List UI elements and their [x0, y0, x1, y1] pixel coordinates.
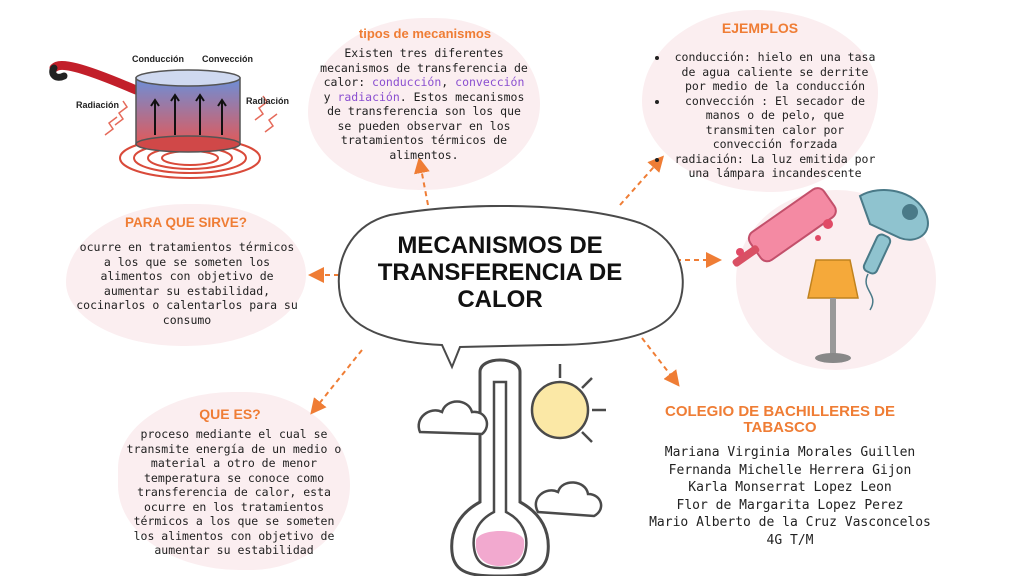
- pot-label-radiacion-right: Radiación: [246, 96, 290, 106]
- ejemplo-item: • radiación: La luz emitida por una lámpara incandescente: [669, 152, 881, 181]
- student-name: Flor de Margarita Lopez Perez: [676, 497, 904, 513]
- student-name: Karla Monserrat Lopez Leon: [688, 480, 892, 495]
- ejemplo-item: • convección : El secador de manos o de pelo, que transmiten calor por convección forzada: [669, 94, 881, 152]
- para-que-text: ocurre en tratamientos térmicos a los que se someten los alimentos con objetivo de aumentar su estabilidad, cocinarlos o calentarlos para su consumo: [76, 240, 298, 327]
- ejemplo-item: • conducción: hielo en una tasa de agua caliente se derrite por medio de la conducción: [669, 50, 881, 94]
- examples-illustration: [720, 180, 960, 370]
- ejemplos-list: [655, 50, 881, 181]
- ejemplos-heading: EJEMPLOS: [721, 20, 799, 36]
- que-es-text: proceso mediante el cual se transmite energía de un medio o material a otro de menor temperatura se conoce como transferencia de calor, esta ocurre en los tratamientos térmicos a los que se someten los alimentos con objetivo de aumentar su estabilidad: [126, 427, 342, 557]
- tipos-text: Existen tres diferentes mecanismos de transferencia de calor: conducción, convección y radiación. Estos mecanismos de transferencia son los que se pueden observar en los tratamientos térmicos de alimentos.: [320, 46, 528, 162]
- colegio-heading: COLEGIO DE BACHILLERES DE TABASCO: [664, 403, 896, 436]
- thermometer-illustration: [410, 352, 630, 576]
- student-name: Mario Alberto de la Cruz Vasconcelos: [649, 515, 931, 530]
- pot-label-radiacion-left: Radiación: [76, 100, 120, 110]
- student-name: Mariana Virginia Morales Guillen: [664, 445, 916, 460]
- pot-label-conveccion: Convección: [202, 54, 254, 64]
- student-name: Fernanda Michelle Herrera Gijon: [668, 462, 912, 478]
- que-es-heading: QUE ES?: [199, 406, 261, 422]
- pot-illustration: [40, 40, 300, 190]
- pot-label-conduccion: Conducción: [132, 54, 184, 64]
- colegio-names: [630, 444, 950, 549]
- group-label: 4G T/M: [766, 532, 814, 548]
- tipos-heading: tipos de mecanismos: [358, 26, 492, 41]
- center-title: MECANISMOS DE TRANSFERENCIA DE CALOR: [377, 232, 623, 313]
- para-que-heading: PARA QUE SIRVE?: [124, 215, 248, 230]
